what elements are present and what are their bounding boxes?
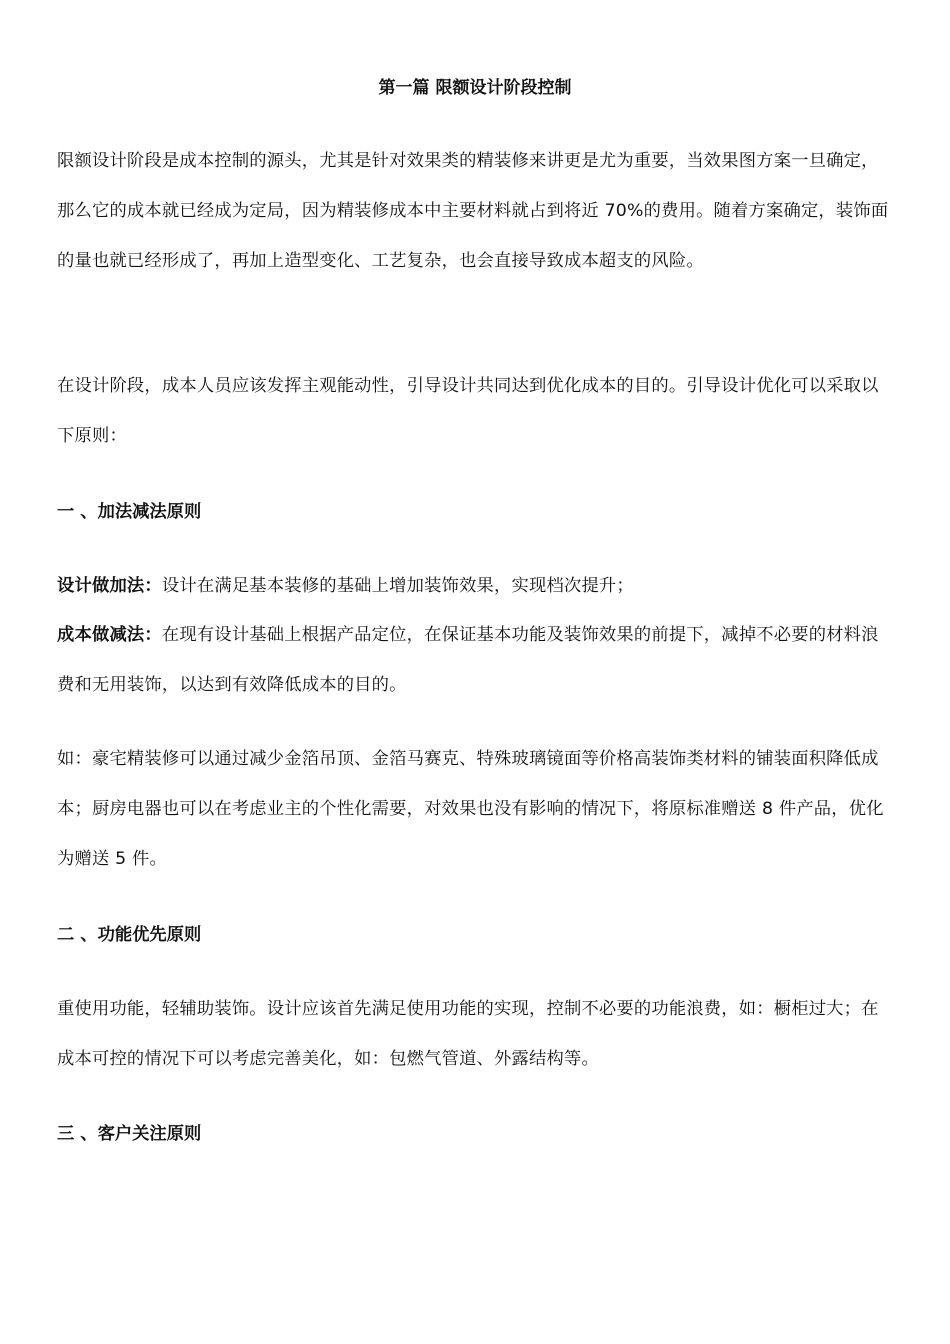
design-addition-term: 设计做加法： <box>57 576 162 596</box>
intro-paragraph-2: 在设计阶段，成本人员应该发挥主观能动性，引导设计共同达到优化成本的目的。引导设计优化可以采取以下原则： <box>57 376 879 446</box>
cost-subtraction-term: 成本做减法： <box>57 625 162 645</box>
section-heading-addition-subtraction: 一 、加法减法原则 <box>57 502 202 522</box>
example-paragraph: 如：豪宅精装修可以通过减少金箔吊顶、金箔马赛克、特殊玻璃镜面等价格高装饰类材料的铺装面积降低成本；厨房电器也可以在考虑业主的个性化需要，对效果也没有影响的情况下，将原标准赠送 8 件产品，优化为赠送 5 件。 <box>57 749 884 869</box>
section-heading-function-priority: 二 、功能优先原则 <box>57 925 202 945</box>
section-heading-customer-focus: 三 、客户关注原则 <box>57 1124 202 1144</box>
cost-subtraction-paragraph <box>57 610 893 710</box>
cost-subtraction-text: 在现有设计基础上根据产品定位，在保证基本功能及装饰效果的前提下，减掉不必要的材料浪费和无用装饰，以达到有效降低成本的目的。 <box>57 625 879 695</box>
document-title: 第一篇 限额设计阶段控制 <box>378 78 572 98</box>
intro-paragraph-1: 限额设计阶段是成本控制的源头，尤其是针对效果类的精装修来讲更是尤为重要，当效果图方案一旦确定，那么它的成本就已经成为定局，因为精装修成本中主要材料就占到将近 70%的费用。随着方案确定，装饰面的量也就已经形成了，再加上造型变化、工艺复杂，也会直接导致成本超支的风险。 <box>57 151 889 271</box>
design-addition-text: 设计在满足基本装修的基础上增加装饰效果，实现档次提升； <box>161 576 634 596</box>
design-addition-paragraph <box>57 561 893 611</box>
function-priority-paragraph: 重使用功能，轻辅助装饰。设计应该首先满足使用功能的实现，控制不必要的功能浪费，如：橱柜过大；在成本可控的情况下可以考虑完善美化，如：包燃气管道、外露结构等。 <box>57 999 879 1069</box>
